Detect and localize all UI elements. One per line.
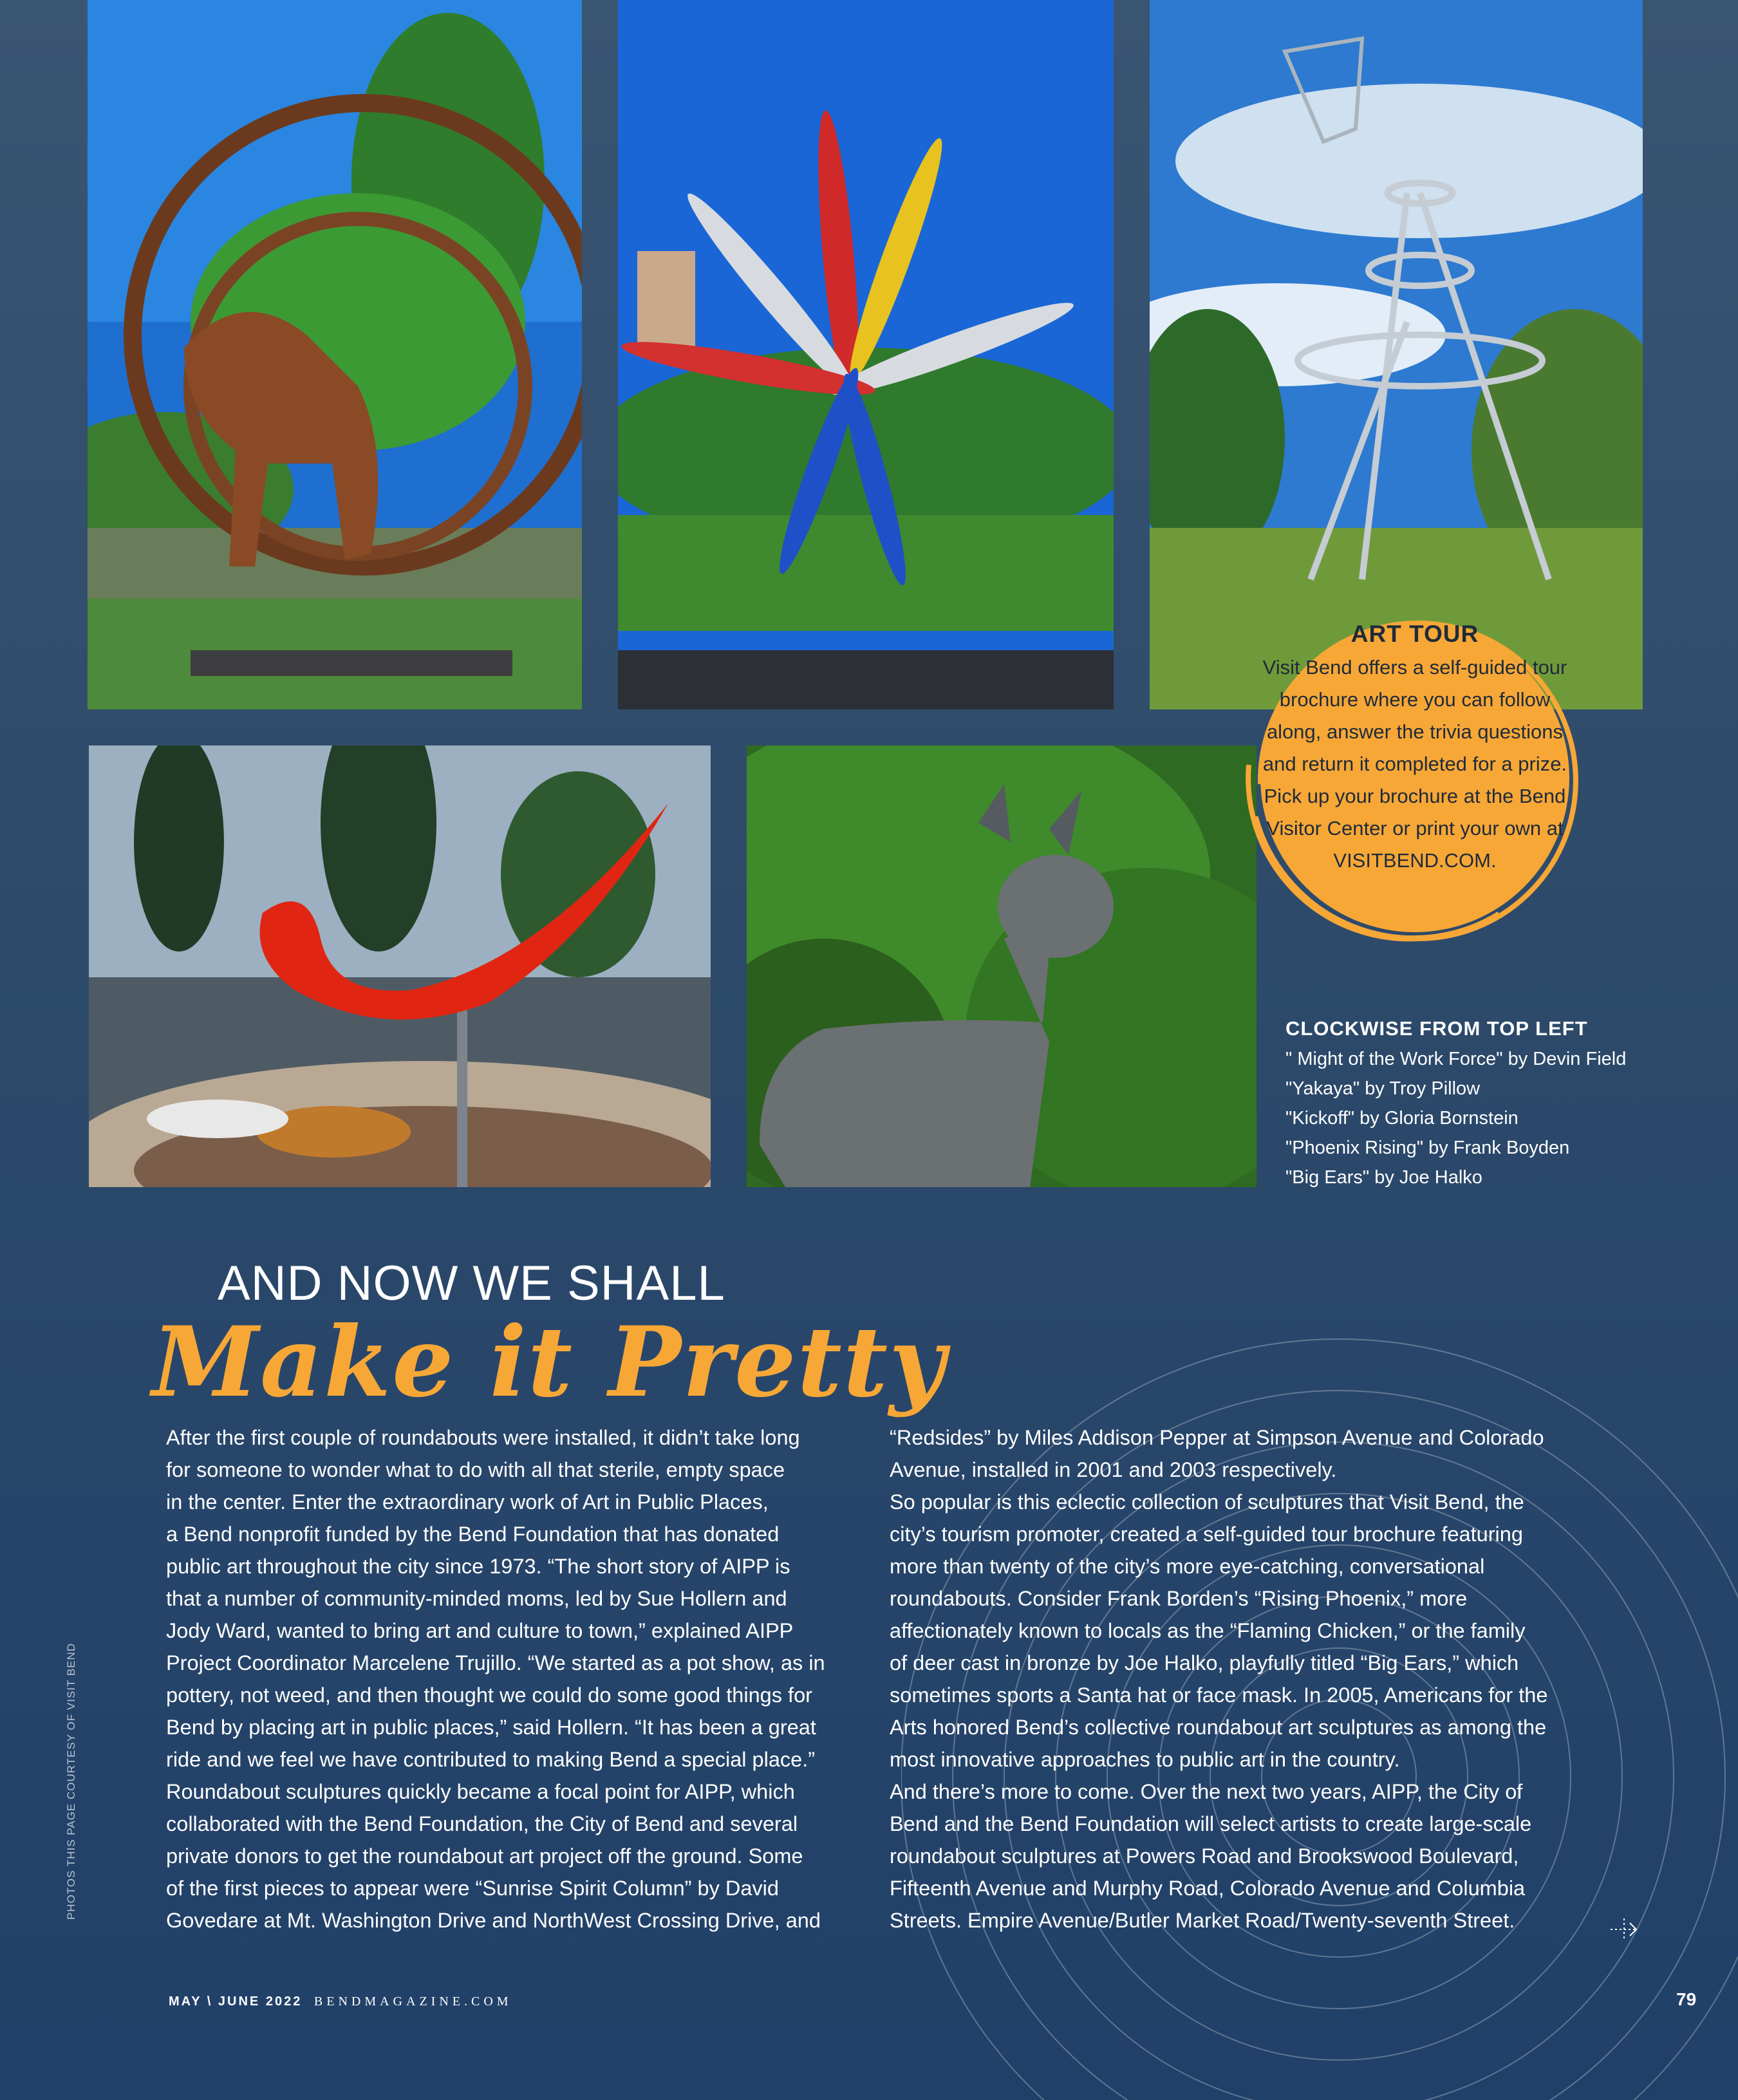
article-line: roundabouts. Consider Frank Borden’s “Rising Phoenix,” more <box>890 1587 1468 1610</box>
caption-line: "Kickoff" by Gloria Bornstein <box>1285 1108 1518 1129</box>
article-line: Bend by placing art in public places,” said Hollern. “It has been a great <box>166 1716 816 1739</box>
article-line: collaborated with the Bend Foundation, the City of Bend and several <box>166 1812 798 1835</box>
photo-big-ears <box>747 745 1257 1187</box>
photo-phoenix-rising <box>89 745 711 1187</box>
caption-title: CLOCKWISE FROM TOP LEFT <box>1285 1017 1588 1040</box>
footer-issue: MAY \ JUNE 2022 <box>169 1994 303 2009</box>
art-tour-body: Visit Bend offers a self-guided tour brochure where you can follow along, answer the trivia questions and return it completed for a prize. Pick up your brochure at the Bend Visitor Center or print your own at VISITBEND.COM. <box>1262 656 1567 872</box>
article-line: a Bend nonprofit funded by the Bend Foundation that has donated <box>166 1523 780 1546</box>
article-line: Roundabout sculptures quickly became a focal point for AIPP, which <box>166 1780 795 1803</box>
article-line: Jody Ward, wanted to bring art and culture to town,” explained AIPP <box>166 1619 794 1642</box>
article-line: After the first couple of roundabouts were installed, it didn’t take long <box>166 1426 800 1449</box>
article-line: of the first pieces to appear were “Sunrise Spirit Column” by David <box>166 1877 779 1900</box>
photo-might-of-the-work-force <box>88 0 582 709</box>
footer-folio <box>169 1994 512 2009</box>
article-line: Avenue, installed in 2001 and 2003 respectively. <box>890 1458 1337 1481</box>
article-column-left <box>166 1421 855 1936</box>
article-line: Streets. Empire Avenue/Butler Market Road/Twenty-seventh Street. <box>890 1909 1515 1932</box>
heading-script: Make it Pretty <box>152 1306 947 1419</box>
photo-caption <box>1285 1017 1697 1192</box>
caption-line: " Might of the Work Force" by Devin Field <box>1285 1049 1627 1069</box>
article-line: Bend and the Bend Foundation will select artists to create large-scale <box>890 1812 1532 1835</box>
article-line: city’s tourism promoter, created a self-guided tour brochure featuring <box>890 1523 1523 1546</box>
article-line: more than twenty of the city’s more eye-catching, conversational <box>890 1555 1485 1578</box>
art-tour-callout <box>1190 552 1640 1003</box>
article-line: that a number of community-minded moms, led by Sue Hollern and <box>166 1587 787 1610</box>
article-line: “Redsides” by Miles Addison Pepper at Simpson Avenue and Colorado <box>890 1426 1544 1449</box>
art-tour-title: ART TOUR <box>1350 621 1479 647</box>
article-line: Project Coordinator Marcelene Trujillo. “We started as a pot show, as in <box>166 1651 825 1674</box>
photo-credit-text: PHOTOS THIS PAGE COURTESY OF VISIT BEND <box>65 1642 77 1920</box>
heading-top: AND NOW WE SHALL <box>218 1256 725 1311</box>
article-line: in the center. Enter the extraordinary work of Art in Public Places, <box>166 1490 769 1514</box>
footer-site: BENDMAGAZINE.COM <box>313 1994 512 2009</box>
article-line: And there’s more to come. Over the next two years, AIPP, the City of <box>890 1780 1523 1803</box>
page-number: 79 <box>1676 1989 1697 2009</box>
article-column-right <box>890 1421 1585 1936</box>
caption-line: "Big Ears" by Joe Halko <box>1285 1167 1482 1188</box>
article-end-arrow-icon <box>1608 1913 1640 1945</box>
article-line: ride and we feel we have contributed to making Bend a special place.” <box>166 1748 816 1771</box>
article-line: pottery, not weed, and then thought we could do some good things for <box>166 1683 812 1707</box>
article-line: So popular is this eclectic collection of sculptures that Visit Bend, the <box>890 1490 1524 1514</box>
article-line: public art throughout the city since 1973. “The short story of AIPP is <box>166 1555 790 1578</box>
article-line: sometimes sports a Santa hat or face mask. In 2005, Americans for the <box>890 1683 1548 1707</box>
article-line: Govedare at Mt. Washington Drive and NorthWest Crossing Drive, and <box>166 1909 821 1932</box>
caption-line: "Yakaya" by Troy Pillow <box>1285 1078 1481 1099</box>
caption-line: "Phoenix Rising" by Frank Boyden <box>1285 1138 1570 1158</box>
article-line: private donors to get the roundabout art project off the ground. Some <box>166 1844 803 1868</box>
photo-yakaya <box>618 0 1114 709</box>
article-line: Arts honored Bend’s collective roundabout art sculptures as among the <box>890 1716 1547 1739</box>
article-line: most innovative approaches to public art in the country. <box>890 1748 1400 1771</box>
article-line: for someone to wonder what to do with all that sterile, empty space <box>166 1458 785 1481</box>
article-line: Fifteenth Avenue and Murphy Road, Colorado Avenue and Columbia <box>890 1877 1526 1900</box>
article-line: of deer cast in bronze by Joe Halko, playfully titled “Big Ears,” which <box>890 1651 1519 1674</box>
article-line: roundabout sculptures at Powers Road and Brookswood Boulevard, <box>890 1844 1519 1868</box>
photo-credit <box>62 1636 81 1933</box>
article-line: affectionately known to locals as the “Flaming Chicken,” or the family <box>890 1619 1526 1642</box>
